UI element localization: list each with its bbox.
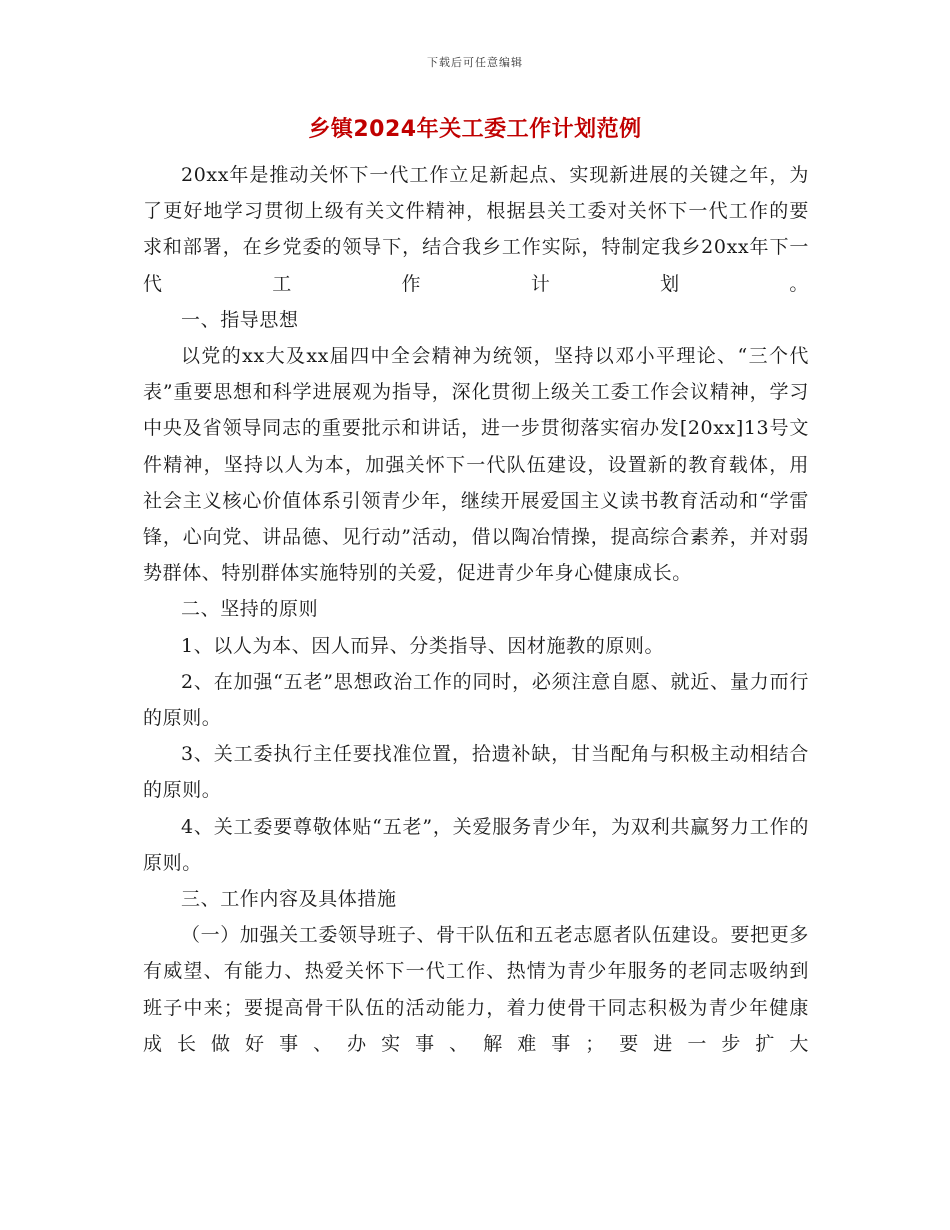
header-note: 下载后可任意编辑 — [427, 56, 523, 69]
paragraph-intro: 20xx年是推动关怀下一代工作立足新起点、实现新进展的关键之年，为了更好地学习贯彻上级有关文件精神，根据县关工委对关怀下一代工作的要求和部署，在乡党委的领导下，结合我乡工作实际，特制定我乡20xx年下一代工作计划。 — [143, 164, 809, 295]
principle-item-2: 2、在加强“五老”思想政治工作的同时，必须注意自愿、就近、量力而行的原则。 — [143, 670, 809, 730]
page-title: 乡镇2024年关工委工作计划范例 — [308, 117, 642, 142]
paragraph-guiding-thought: 以党的xx大及xx届四中全会精神为统领，坚持以邓小平理论、“三个代表”重要思想和科学进展观为指导，深化贯彻上级关工委工作会议精神，学习中央及省领导同志的重要批示和讲话，进一步贯彻落实宿办发[20xx]13号文件精神，坚持以人为本，加强关怀下一代队伍建设，设置新的教育载体，用社会主义核心价值体系引领青少年，继续开展爱国主义读书教育活动和“学雷锋，心向党、讲品德、见行动”活动，借以陶冶情操，提高综合素养，并对弱势群体、特别群体实施特别的关爱，促进青少年身心健康成长。 — [143, 345, 809, 585]
principle-item-3: 3、关工委执行主任要找准位置，拾遗补缺，甘当配角与积极主动相结合的原则。 — [143, 743, 809, 802]
principle-item-1: 1、以人为本、因人而异、分类指导、因材施教的原则。 — [181, 634, 665, 657]
section-heading-principles: 二、坚持的原则 — [181, 598, 319, 621]
document-body — [143, 157, 809, 1062]
principle-item-4: 4、关工委要尊敬体贴“五老”，关爱服务青少年，为双利共赢努力工作的原则。 — [143, 815, 809, 874]
section-heading-guiding-thought: 一、指导思想 — [181, 308, 299, 331]
paragraph-measure-1: （一）加强关工委领导班子、骨干队伍和五老志愿者队伍建设。要把更多有威望、有能力、热爱关怀下一代工作、热情为青少年服务的老同志吸纳到班子中来；要提高骨干队伍的活动能力，着力使骨干同志积极为青少年健康成长做好事、办实事、解难事；要进一步扩大 — [143, 924, 809, 1055]
section-heading-work-content: 三、工作内容及具体措施 — [181, 888, 397, 911]
